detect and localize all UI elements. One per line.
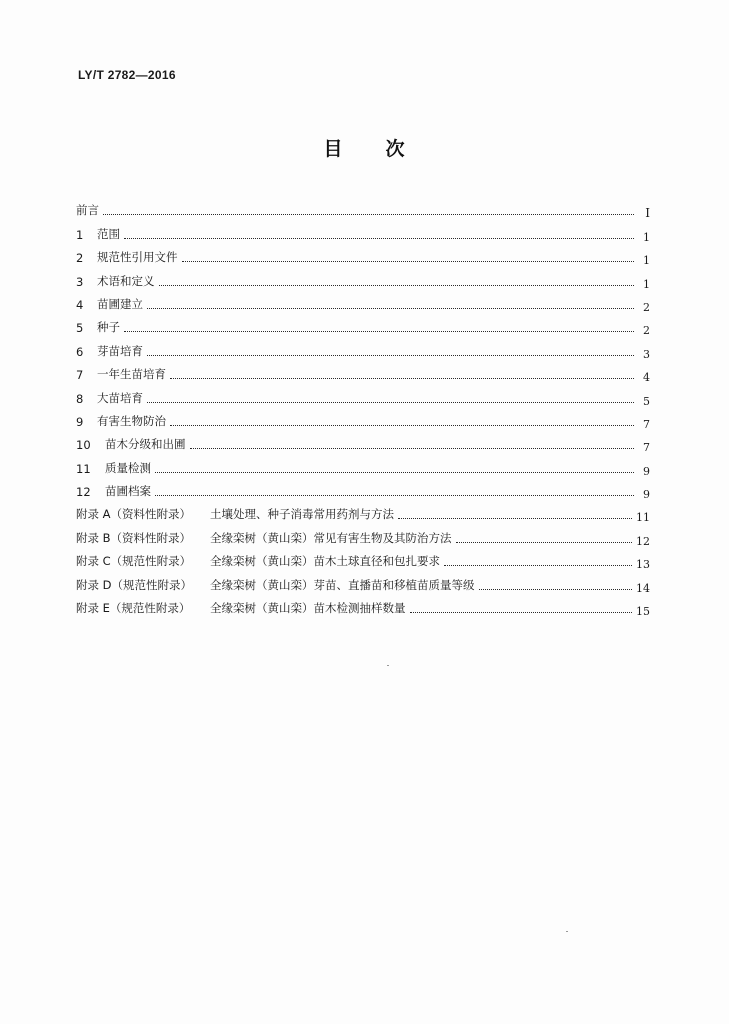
table-of-contents (76, 195, 650, 619)
toc-entry-label: 苗木分级和出圃 (105, 437, 186, 452)
toc-entry-5[interactable] (76, 312, 650, 338)
toc-entry-label: 苗圃建立 (97, 296, 143, 311)
toc-entry-label: 一年生苗培育 (97, 367, 166, 382)
dot-leader (479, 589, 633, 590)
dot-leader (155, 495, 634, 496)
toc-entry-label: 前言 (76, 203, 99, 218)
annex-label: 土壤处理、种子消毒常用药剂与方法 (210, 507, 394, 522)
toc-entry-6[interactable] (76, 335, 650, 361)
toc-entry-label: 质量检测 (105, 460, 151, 475)
toc-entry-label: 大苗培育 (97, 390, 143, 405)
toc-entry-page: 14 (636, 581, 650, 595)
toc-annex-c[interactable] (76, 546, 650, 572)
scan-speck (566, 931, 568, 932)
toc-entry-page: 1 (643, 254, 650, 268)
annex-label: 全缘栾树（黄山栾）苗木土球直径和包扎要求 (210, 554, 440, 569)
title-char-2: 次 (385, 138, 406, 160)
toc-entry-9[interactable] (76, 406, 650, 429)
toc-entry-page: 2 (643, 324, 650, 338)
toc-entry-number: 6 (76, 344, 84, 359)
dot-leader (398, 518, 632, 519)
dot-leader (444, 565, 632, 566)
toc-entry-page: 5 (643, 394, 650, 408)
toc-entry-page: 7 (643, 441, 650, 455)
toc-annex-d[interactable] (76, 569, 650, 595)
toc-entry-number: 3 (76, 274, 84, 289)
toc-entry-label: 范围 (97, 226, 120, 241)
toc-entry-number: 11 (76, 461, 91, 476)
dot-leader (155, 472, 634, 473)
annex-type: 附录 A（资料性附录） (76, 507, 192, 522)
toc-entry-label: 有害生物防治 (97, 413, 166, 428)
toc-entry-foreword[interactable] (76, 195, 650, 221)
toc-entry-page: 11 (636, 511, 650, 525)
dot-leader (147, 308, 634, 309)
toc-entry-page: I (645, 206, 650, 221)
dot-leader (170, 425, 634, 426)
toc-annex-b[interactable] (76, 522, 650, 548)
toc-entry-label: 术语和定义 (97, 273, 155, 288)
annex-label: 全缘栾树（黄山栾）芽苗、直播苗和移植苗质量等级 (210, 577, 475, 592)
dot-leader (147, 355, 634, 356)
toc-entry-number: 4 (76, 297, 84, 312)
toc-annex-e[interactable] (76, 593, 650, 619)
dot-leader (103, 214, 634, 215)
toc-entry-7[interactable] (76, 359, 650, 385)
standard-code: LY/T 2782—2016 (78, 68, 176, 82)
toc-entry-page: 3 (643, 347, 650, 361)
toc-entry-number: 1 (76, 227, 84, 242)
toc-entry-page: 4 (643, 371, 650, 385)
toc-entry-number: 8 (76, 391, 84, 406)
toc-entry-1[interactable] (76, 218, 650, 244)
toc-entry-page: 13 (636, 558, 650, 572)
annex-type: 附录 D（规范性附录） (76, 577, 193, 592)
dot-leader (147, 402, 634, 403)
toc-entry-page: 9 (643, 464, 650, 478)
toc-entry-label: 苗圃档案 (105, 484, 151, 499)
toc-entry-label: 种子 (97, 320, 120, 335)
toc-entry-number: 7 (76, 368, 84, 383)
toc-entry-12[interactable] (76, 476, 650, 502)
toc-entry-page: 9 (643, 488, 650, 502)
title-char-1: 目 (323, 138, 344, 160)
toc-entry-page: 12 (636, 534, 650, 548)
annex-label: 全缘栾树（黄山栾）苗木检测抽样数量 (210, 601, 406, 616)
toc-entry-10[interactable] (76, 429, 650, 455)
toc-entry-8[interactable] (76, 382, 650, 408)
toc-entry-number: 2 (76, 251, 84, 266)
annex-label: 全缘栾树（黄山栾）常见有害生物及其防治方法 (210, 530, 452, 545)
toc-entry-page: 1 (643, 230, 650, 244)
dot-leader (159, 285, 635, 286)
dot-leader (182, 261, 635, 262)
page-title (0, 134, 729, 161)
toc-entry-page: 7 (643, 417, 650, 431)
toc-entry-label: 规范性引用文件 (97, 250, 178, 265)
toc-annex-a[interactable] (76, 499, 650, 525)
scan-speck (387, 665, 389, 666)
annex-type: 附录 B（资料性附录） (76, 530, 192, 545)
toc-entry-2[interactable] (76, 242, 650, 268)
toc-entry-page: 15 (636, 605, 650, 619)
toc-entry-11[interactable] (76, 452, 650, 478)
dot-leader (190, 448, 635, 449)
toc-entry-number: 12 (76, 485, 91, 500)
dot-leader (124, 331, 634, 332)
toc-entry-4[interactable] (76, 289, 650, 312)
annex-type: 附录 C（规范性附录） (76, 554, 192, 569)
dot-leader (456, 542, 633, 543)
toc-entry-number: 5 (76, 321, 84, 336)
toc-entry-3[interactable] (76, 265, 650, 291)
dot-leader (170, 378, 634, 379)
dot-leader (410, 612, 633, 613)
toc-entry-page: 2 (643, 300, 650, 314)
annex-type: 附录 E（规范性附录） (76, 601, 191, 616)
toc-entry-number: 10 (76, 438, 91, 453)
toc-entry-label: 芽苗培育 (97, 343, 143, 358)
toc-entry-page: 1 (643, 277, 650, 291)
toc-entry-number: 9 (76, 414, 84, 429)
dot-leader (124, 238, 634, 239)
